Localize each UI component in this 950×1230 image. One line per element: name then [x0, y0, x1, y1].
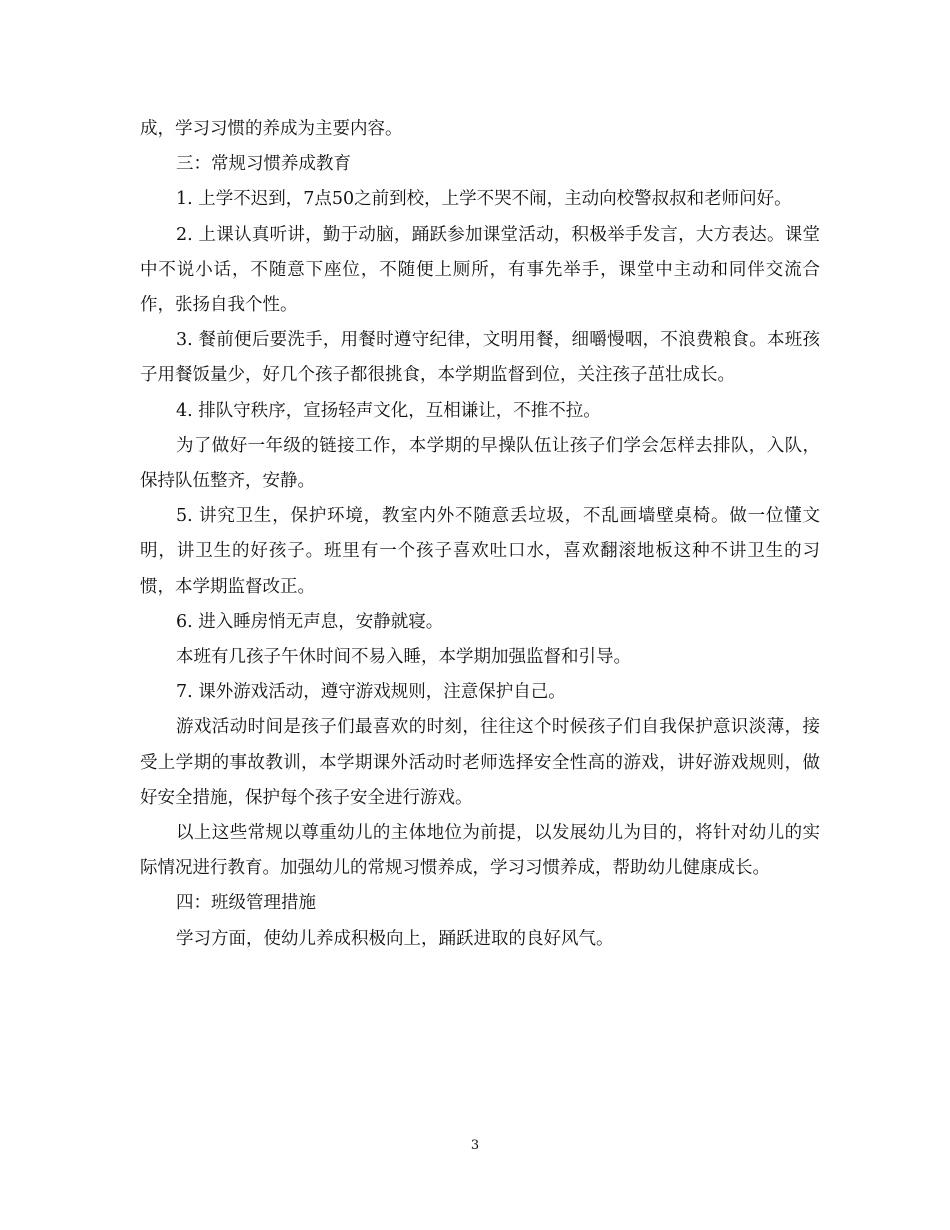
paragraph-item-1: 1. 上学不迟到，7点50之前到校，上学不哭不闹，主动向校警叔叔和老师问好。: [176, 189, 792, 210]
paragraph-item-7-detail: 游戏活动时间是孩子们最喜欢的时刻，往往这个时候孩子们自我保护意识淡薄，接受上学期的事故教训，本学期课外活动时老师选择安全性高的游戏，讲好游戏规则，做好安全措施，保护每个孩子安全进行游戏。: [140, 717, 820, 808]
section-heading-3: 三：常规习惯养成教育: [176, 154, 351, 175]
paragraph-item-5: 5. 讲究卫生，保护环境，教室内外不随意丢垃圾，不乱画墙壁桌椅。做一位懂文明，讲卫生的好孩子。班里有一个孩子喜欢吐口水，喜欢翻滚地板这种不讲卫生的习惯，本学期监督改正。: [140, 506, 820, 597]
section-heading-4: 四：班级管理措施: [176, 893, 316, 914]
paragraph-item-4-detail: 为了做好一年级的链接工作，本学期的早操队伍让孩子们学会怎样去排队，入队，保持队伍整齐，安静。: [140, 435, 820, 492]
document-body: [140, 112, 820, 957]
paragraph-item-7: 7. 课外游戏活动，遵守游戏规则，注意保护自己。: [176, 682, 566, 703]
paragraph-item-3: 3. 餐前便后要洗手，用餐时遵守纪律，文明用餐，细嚼慢咽，不浪费粮食。本班孩子用餐饭量少，好几个孩子都很挑食，本学期监督到位，关注孩子茁壮成长。: [140, 330, 820, 386]
paragraph-item-4: 4. 排队守秩序，宣扬轻声文化，互相谦让，不推不拉。: [176, 400, 601, 421]
paragraph-study: 学习方面，使幼儿养成积极向上，踊跃进取的良好风气。: [176, 928, 614, 949]
paragraph-item-2: 2. 上课认真听讲，勤于动脑，踊跃参加课堂活动，积极举手发言，大方表达。课堂中不说小话，不随意下座位，不随便上厕所，有事先举手，课堂中主动和同伴交流合作，张扬自我个性。: [140, 224, 820, 316]
paragraph-summary: 以上这些常规以尊重幼儿的主体地位为前提，以发展幼儿为目的，将针对幼儿的实际情况进行教育。加强幼儿的常规习惯养成，学习习惯养成，帮助幼儿健康成长。: [140, 823, 820, 879]
paragraph-item-6-detail: 本班有几孩子午休时间不易入睡，本学期加强监督和引导。: [176, 647, 631, 668]
paragraph-1: 成，学习习惯的养成为主要内容。: [140, 119, 403, 139]
paragraph-item-6: 6. 进入睡房悄无声息，安静就寝。: [176, 611, 444, 632]
page-number: 3: [470, 1138, 480, 1153]
